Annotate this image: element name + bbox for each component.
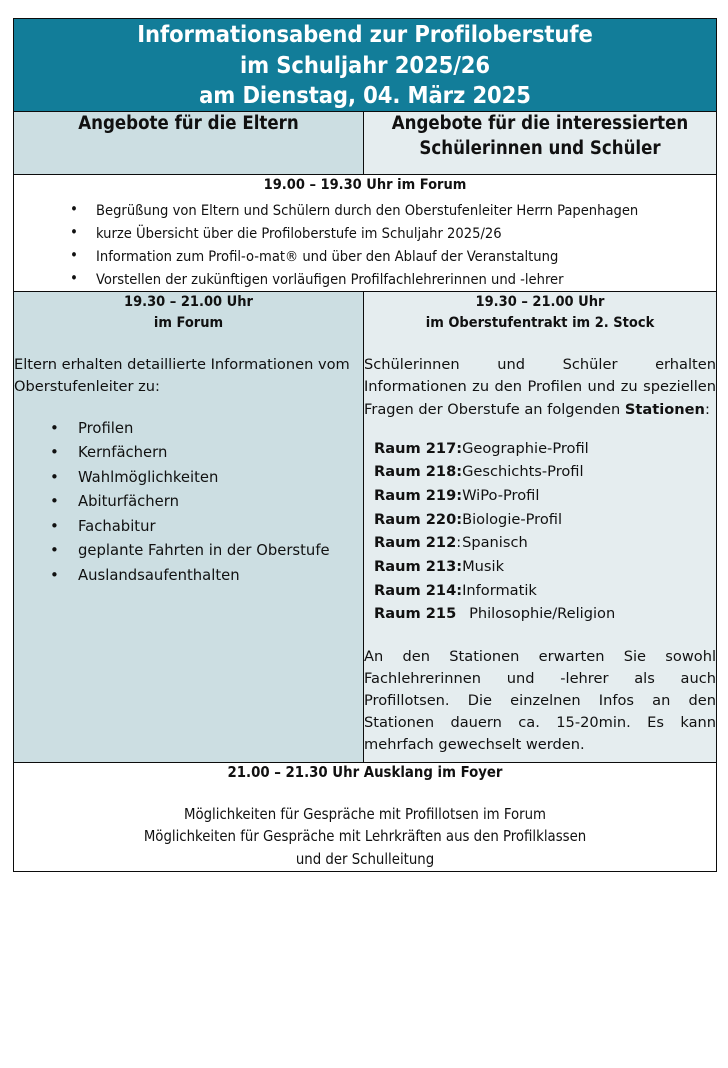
room-label	[374, 437, 462, 461]
room-subject: Philosophie/Religion	[469, 605, 616, 623]
intro-cell	[14, 174, 717, 291]
students-intro-paragraph	[364, 354, 716, 421]
room-label	[374, 579, 462, 603]
room-subject: Spanisch	[462, 534, 528, 552]
list-item: • Information zum Profil-o-mat® und über den Ablauf der Veranstaltung	[70, 245, 716, 268]
students-intro-bold: Stationen	[624, 400, 705, 418]
table-row	[374, 508, 615, 532]
body-row	[14, 292, 717, 763]
intro-row	[14, 174, 717, 291]
footer-line-2: Möglichkeiten für Gespräche mit Lehrkräften aus den Profilklassen	[143, 828, 587, 846]
intro-bullet-list	[14, 199, 716, 291]
parents-time-line-2: im Forum	[153, 315, 224, 332]
students-programme-cell	[364, 292, 717, 763]
parents-programme-cell	[14, 292, 364, 763]
room-separator: :	[456, 486, 463, 504]
room-label	[374, 555, 462, 579]
footer-time: 21.00 – 21.30 Uhr Ausklang im Foyer	[227, 764, 503, 782]
list-item: • geplante Fahrten in der Oberstufe	[50, 539, 363, 564]
list-item: • Profilen	[50, 417, 363, 442]
list-item: • kurze Übersicht über die Profiloberstufe im Schuljahr 2025/26	[70, 222, 716, 245]
column-heading-parents	[14, 111, 364, 174]
room-separator: :	[456, 534, 462, 552]
table-row	[374, 602, 615, 626]
list-item: • Fachabitur	[50, 515, 363, 540]
footer-cell	[14, 763, 717, 872]
room-number: Raum 219	[374, 486, 457, 504]
room-separator: :	[456, 463, 463, 481]
table-row	[374, 460, 615, 484]
room-subject: Informatik	[462, 581, 537, 599]
room-separator: :	[456, 510, 463, 528]
column-heading-parents-line-1: Angebote für die Eltern	[78, 112, 299, 134]
room-label	[374, 602, 462, 626]
room-subject: Biologie-Profil	[462, 510, 563, 528]
column-heading-students-line-1: Angebote für die interessierten	[391, 112, 689, 134]
table-row	[374, 437, 615, 461]
list-item: • Wahlmöglichkeiten	[50, 466, 363, 491]
table-row	[374, 484, 615, 508]
footer-lines	[14, 804, 716, 871]
table-row	[374, 555, 615, 579]
banner-row	[14, 19, 717, 112]
list-item: • Abiturfächern	[50, 490, 363, 515]
room-number: Raum 212	[374, 534, 457, 552]
parents-paragraph: Eltern erhalten detaillierte Informationen vom Oberstufenleiter zu:	[14, 356, 350, 396]
students-intro-text: Schülerinnen und Schüler erhalten Informationen zu den Profilen und zu speziellen Fragen der Oberstufe an folgenden	[364, 356, 717, 418]
room-number: Raum 215	[374, 605, 457, 623]
room-subject: WiPo-Profil	[462, 486, 540, 504]
room-separator: :	[456, 557, 463, 575]
column-heading-students	[364, 111, 717, 174]
column-headings-row	[14, 111, 717, 174]
footer-row	[14, 763, 717, 872]
list-item: • Auslandsaufenthalten	[50, 564, 363, 589]
table-row	[374, 531, 615, 555]
banner-line-3: am Dienstag, 04. März 2025	[199, 81, 531, 110]
room-label	[374, 508, 462, 532]
room-number: Raum 214	[374, 581, 457, 599]
footer-line-1: Möglichkeiten für Gespräche mit Profillotsen im Forum	[183, 805, 547, 823]
room-number: Raum 213	[374, 557, 457, 575]
room-subject: Geschichts-Profil	[462, 463, 584, 481]
banner-line-1: Informationsabend zur Profiloberstufe	[137, 20, 593, 48]
footer-line-3: und der Schulleitung	[295, 850, 435, 868]
students-time-line-2: im Oberstufentrakt im 2. Stock	[425, 315, 655, 332]
table-row	[374, 579, 615, 603]
room-separator: :	[456, 439, 463, 457]
room-number: Raum 218	[374, 463, 457, 481]
banner-line-2: im Schuljahr 2025/26	[239, 50, 491, 79]
parents-time-line-1: 19.30 – 21.00 Uhr	[124, 294, 253, 311]
list-item: • Begrüßung von Eltern und Schülern durch den Oberstufenleiter Herrn Papenhagen	[70, 199, 716, 222]
room-subject: Musik	[462, 557, 505, 575]
parents-topic-list	[14, 417, 363, 589]
stations-room-table	[374, 437, 615, 626]
room-subject: Geographie-Profil	[462, 439, 589, 457]
students-closing-paragraph: An den Stationen erwarten Sie sowohl Fachlehrerinnen und -lehrer als auch Profillotsen. Die einzelnen Infos an den Stationen dauern ca. 15-20min. Es kann mehrfach gewechselt werden.	[364, 647, 717, 754]
information-evening-table	[13, 18, 717, 872]
banner-cell	[14, 19, 717, 112]
list-item: • Vorstellen der zukünftigen vorläufigen Profilfachlehrerinnen und -lehrer	[70, 268, 716, 291]
room-label	[374, 484, 462, 508]
room-separator: :	[456, 581, 463, 599]
students-time-line-1: 19.30 – 21.00 Uhr	[475, 294, 605, 311]
column-heading-students-line-2: Schülerinnen und Schüler	[419, 137, 661, 159]
students-intro-colon: :	[704, 400, 710, 418]
room-number: Raum 220	[374, 510, 457, 528]
room-label	[374, 531, 462, 555]
intro-time: 19.00 – 19.30 Uhr im Forum	[263, 176, 467, 193]
room-number: Raum 217	[374, 439, 457, 457]
list-item: • Kernfächern	[50, 441, 363, 466]
room-label	[374, 460, 462, 484]
